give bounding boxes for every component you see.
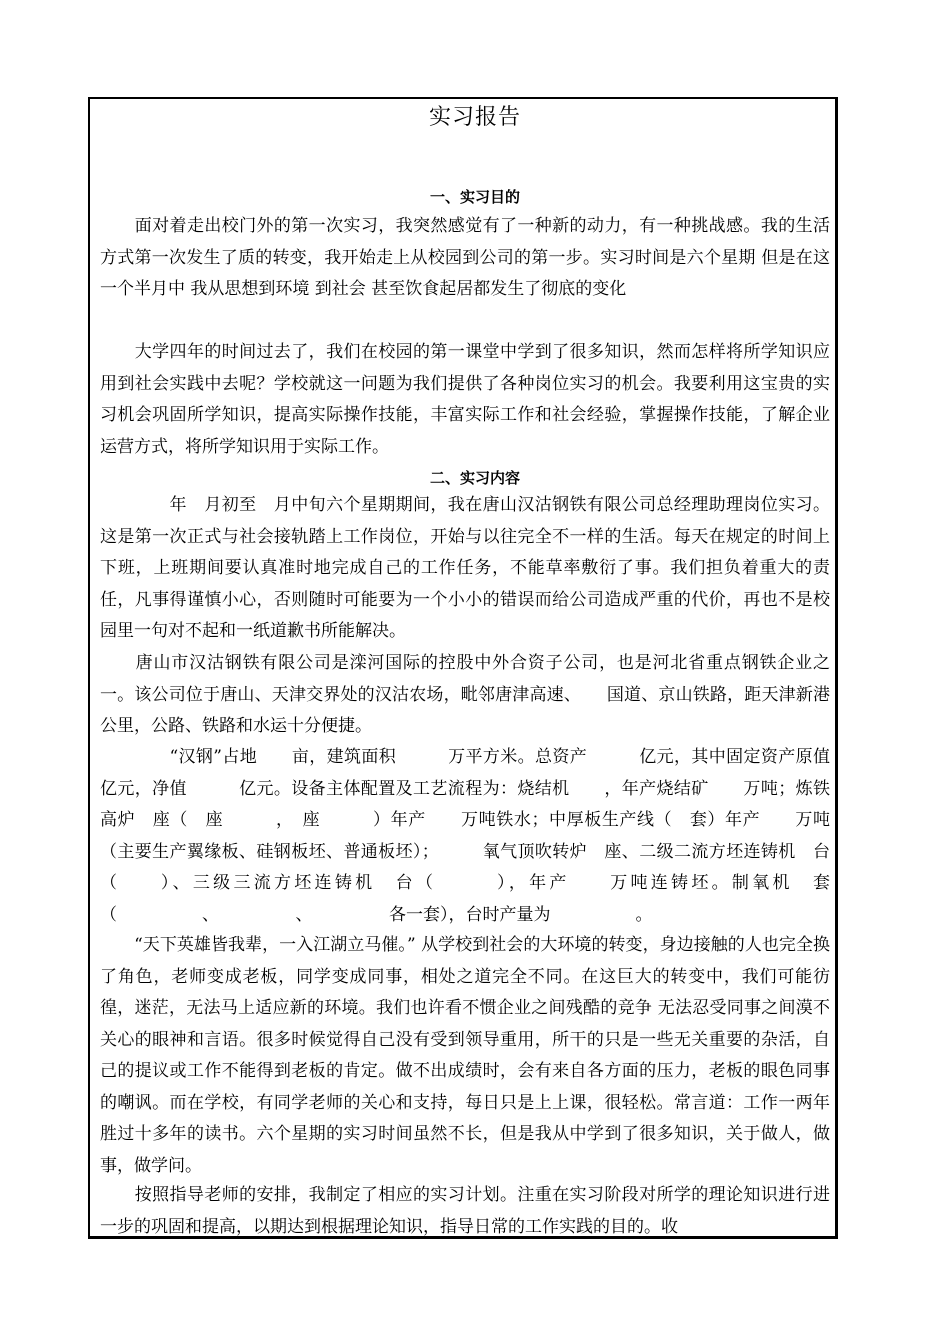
paragraph-content-2: 唐山市汉沽钢铁有限公司是滦河国际的控股中外合资子公司，也是河北省重点钢铁企业之一。该公司位于唐山、天津交界处的汉沽农场，毗邻唐津高速、 国道、京山铁路，距天津新港 公里，公路、铁路和水运十分便捷。 — [100, 653, 864, 736]
section-heading-content: 二、实习内容 — [429, 469, 520, 487]
paragraph-content-5: 按照指导老师的安排，我制定了相应的实习计划。注重在实习阶段对所学的理论知识进行进一步的巩固和提高，以期达到根据理论知识，指导日常的工作实践的目的。收 — [100, 1185, 830, 1237]
paragraph-content-4: “天下英雄皆我辈，一入江湖立马催。” 从学校到社会的大环境的转变，身边接触的人也完全换了角色，老师变成老板，同学变成同事，相处之道完全不同。在这巨大的转变中，我们可能彷徨，迷茫，无法马上适应新的环境。我们也许看不惯企业之间残酷的竞争 无法忍受同事之间漠不关心的眼神和言语。很多时候觉得自己没有受到领导重用，所干的只是一些无关重要的杂活，自己的提议或工作不能得到老板的肯定。做不出成绩时，会有来自各方面的压力，老板的眼色同事的嘲讽。而在学校，有同学老师的关心和支持，每日只是上上课，很轻松。常言道：工作一两年胜过十多年的读书。六个星期的实习时间虽然不长，但是我从中学到了很多知识，关于做人，做事，做学问。 — [100, 935, 830, 1176]
paragraph-purpose-2: 大学四年的时间过去了，我们在校园的第一课堂中学到了很多知识，然而怎样将所学知识应用到社会实践中去呢？学校就这一问题为我们提供了各种岗位实习的机会。我要利用这宝贵的实习机会巩固所学知识，提高实际操作技能，丰富实际工作和社会经验，掌握操作技能，了解企业运营方式，将所学知识用于实际工作。 — [100, 342, 830, 457]
paragraph-content-1: 年 月初至 月中旬六个星期期间，我在唐山汉沽钢铁有限公司总经理助理岗位实习。这是第一次正式与社会接轨踏上工作岗位，开始与以往完全不一样的生活。每天在规定的时间上下班，上班期间要认真准时地完成自己的工作任务，不能草率敷衍了事。我们担负着重大的责任，凡事得谨慎小心，否则随时可能要为一个小小的错误而给公司造成严重的代价，再也不是校园里一句对不起和一纸道歉书所能解决。 — [100, 495, 830, 641]
paragraph-content-3: “汉钢”占地 亩，建筑面积 万平方米。总资产 亿元，其中固定资产原值 亿元，净值 亿元。设备主体配置及工艺流程为：烧结机 ，年产烧结矿 万吨；炼铁高炉 座（ 座 ， 座 ）年产 万吨铁水；中厚板生产线（ 套）年产 万吨（主要生产翼缘板、硅钢板坯、普通板坯）； 氧气顶吹转炉 座、二级二流方坯连铸机 台（ ）、三级三流方坯连铸机 台（ ），年产 万吨连铸坯。制氧机 套（ 、 、 各一套），台时产量为 。 — [100, 747, 881, 925]
page-title: 实习报告 — [428, 105, 521, 130]
section-heading-purpose: 一、实习目的 — [429, 188, 520, 206]
paragraph-purpose-1: 面对着走出校门外的第一次实习，我突然感觉有了一种新的动力，有一种挑战感。我的生活方式第一次发生了质的转变，我开始走上从校园到公司的第一步。实习时间是六个星期 但是在这一个半月中 我从思想到环境 到社会 甚至饮食起居都发生了彻底的变化 — [100, 216, 830, 299]
